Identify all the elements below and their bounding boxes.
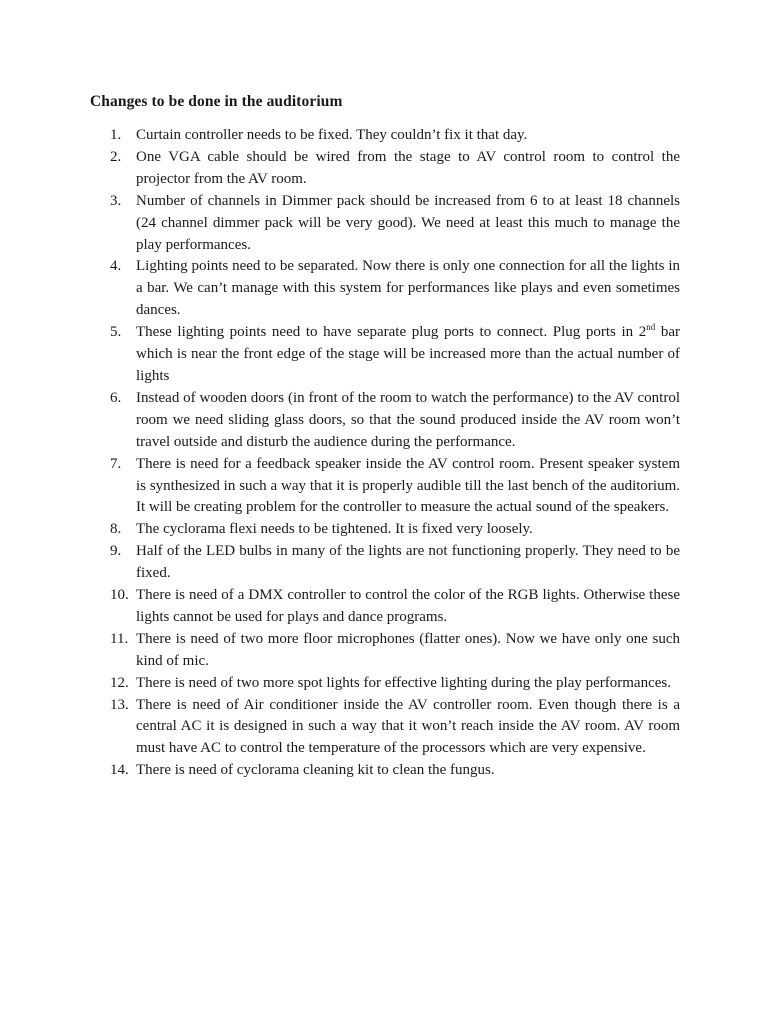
- item-text: Number of channels in Dimmer pack should be increased from 6 to at least 18 channels (24 channel dimmer pack will be very good). We need at least this much to manage the play performances.: [136, 192, 680, 253]
- item-number: 4.: [110, 258, 122, 275]
- list-item: [90, 147, 680, 191]
- item-text: Curtain controller needs to be fixed. They couldn’t fix it that day.: [136, 127, 528, 143]
- item-text: Lighting points need to be separated. Now there is only one connection for all the lights in a bar. We can’t manage with this system for performances like plays and even sometimes dances.: [136, 258, 680, 319]
- item-number: 3.: [110, 192, 122, 209]
- item-number: 8.: [110, 521, 122, 538]
- ordinal-superscript: nd: [646, 322, 656, 333]
- item-number: 6.: [110, 389, 122, 406]
- item-number: 14.: [110, 762, 129, 779]
- item-text: The cyclorama flexi needs to be tightened. It is fixed very loosely.: [136, 521, 533, 538]
- list-item: [90, 629, 680, 673]
- changes-list: [90, 125, 680, 782]
- list-item: [90, 125, 680, 147]
- item-number: 12.: [110, 674, 129, 691]
- item-text: There is need for a feedback speaker inside the AV control room. Present speaker system is synthesized in such a way that it is properly audible till the last bench of the auditorium. It will be creating problem for the controller to measure the actual sound of the speakers.: [136, 455, 680, 516]
- list-item: [90, 454, 680, 520]
- item-text-before: These lighting points need to have separate plug ports to connect. Plug ports in 2: [136, 324, 647, 341]
- list-item: [90, 322, 680, 388]
- list-item: [90, 760, 680, 782]
- item-number: 11.: [110, 630, 129, 647]
- item-text: Instead of wooden doors (in front of the room to watch the performance) to the AV control room we need sliding glass doors, so that the sound produced inside the AV room won’t travel outside and disturb the audience during the performance.: [136, 389, 680, 450]
- item-number: 7.: [110, 455, 122, 472]
- item-number: 9.: [110, 543, 122, 560]
- list-item: [90, 191, 680, 257]
- item-text: There is need of a DMX controller to control the color of the RGB lights. Otherwise these lights cannot be used for plays and dance programs.: [136, 587, 680, 625]
- list-item: [90, 256, 680, 322]
- list-item: [90, 695, 680, 761]
- item-text: [136, 324, 680, 384]
- item-number: 5.: [110, 324, 122, 341]
- list-item: [90, 541, 680, 585]
- list-item: [90, 519, 680, 541]
- item-text: One VGA cable should be wired from the stage to AV control room to control the projector from the AV room.: [136, 148, 680, 187]
- item-text: There is need of cyclorama cleaning kit to clean the fungus.: [136, 762, 495, 779]
- item-text: There is need of two more floor microphones (flatter ones). Now we have only one such kind of mic.: [136, 630, 680, 669]
- document-title: Changes to be done in the auditorium: [90, 93, 343, 110]
- item-text: There is need of two more spot lights for effective lighting during the play performances.: [136, 674, 671, 691]
- item-text-after: bar which is near the front edge of the stage will be increased more than the actual number of lights: [136, 324, 680, 384]
- item-number: 10.: [110, 587, 129, 604]
- item-number: 2.: [110, 148, 122, 165]
- item-text: Half of the LED bulbs in many of the lights are not functioning properly. They need to be fixed.: [136, 543, 680, 582]
- item-number: 13.: [110, 696, 129, 713]
- item-text: There is need of Air conditioner inside the AV controller room. Even though there is a central AC it is designed in such a way that it won’t reach inside the AV room. AV room must have AC to control the temperature of the processors which are very expensive.: [136, 696, 680, 757]
- list-item: [90, 388, 680, 454]
- list-item: [90, 585, 680, 629]
- item-number: 1.: [110, 127, 122, 143]
- list-item: [90, 673, 680, 695]
